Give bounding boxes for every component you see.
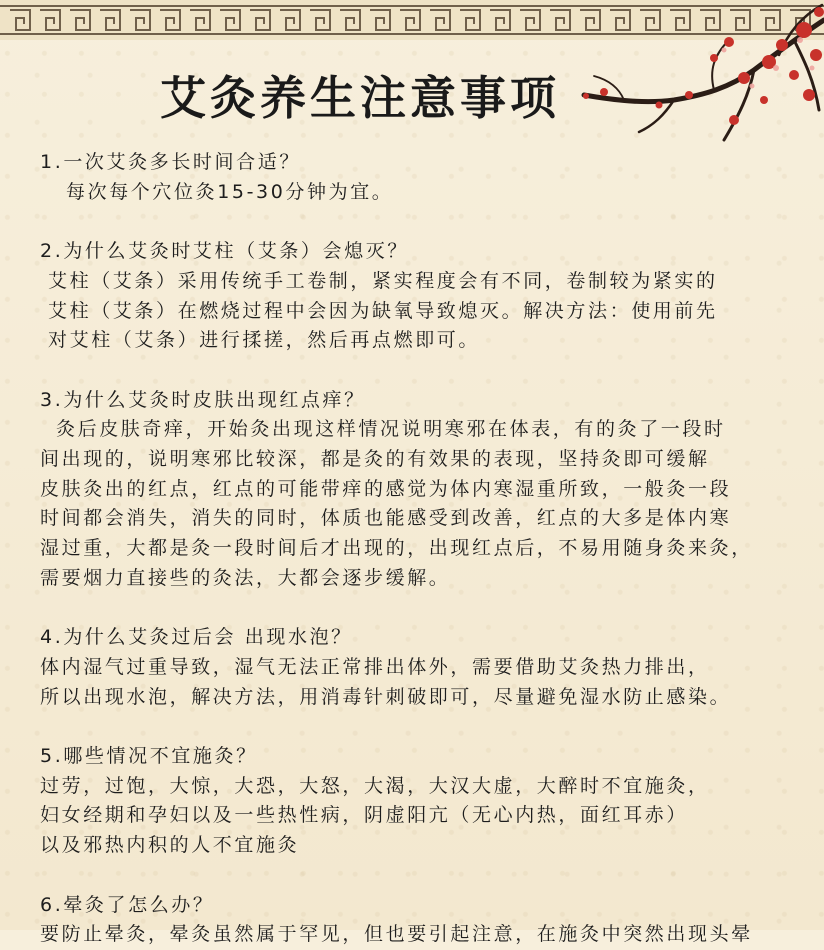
answer-line: 艾柱（艾条）采用传统手工卷制，紧实程度会有不同，卷制较为紧实的 xyxy=(48,269,718,292)
answer-line: 需要烟力直接些的灸法，大都会逐步缓解。 xyxy=(40,566,451,589)
answer-line: 对艾柱（艾条）进行揉搓，然后再点燃即可。 xyxy=(48,329,481,352)
answer-line: 艾柱（艾条）在燃烧过程中会因为缺氧导致熄灭。解决方法：使用前先 xyxy=(48,299,718,322)
answer-line: 过劳，过饱，大惊，大恐，大怒，大渴，大汉大虚，大醉时不宜施灸， xyxy=(40,774,710,797)
answer-line: 皮肤灸出的红点，红点的可能带痒的感觉为体内寒湿重所致，一般灸一段 xyxy=(40,477,732,500)
answer-line: 间出现的，说明寒邪比较深，都是灸的有效果的表现，坚持灸即可缓解 xyxy=(40,448,710,470)
content xyxy=(40,148,810,950)
answer-line: 体内湿气过重导致，湿气无法正常排出体外，需要借助艾灸热力排出， xyxy=(40,655,710,678)
answer-line: 湿过重，大都是灸一段时间后才出现的，出现红点后，不易用随身灸来灸， xyxy=(40,537,753,560)
question-3: 3.为什么艾灸时皮肤出现红点痒？ xyxy=(40,388,366,411)
question-1: 1.一次艾灸多长时间合适？ xyxy=(40,151,301,173)
question-6: 6.晕灸了怎么办？ xyxy=(40,893,215,916)
answer-line: 每次每个穴位灸15-30分钟为宜。 xyxy=(66,180,394,203)
question-2: 2.为什么艾灸时艾柱（艾条）会熄灭？ xyxy=(40,240,409,263)
answer-line: 灸后皮肤奇痒，开始灸出现这样情况说明寒邪在体表，有的灸了一段时 xyxy=(56,418,726,441)
answer-line: 所以出现水泡，解决方法，用消毒针刺破即可，尽量避免湿水防止感染。 xyxy=(40,685,732,708)
plum-blossom-branch xyxy=(564,0,824,150)
question-4: 4.为什么艾灸过后会 出现水泡？ xyxy=(40,626,353,649)
answer-line: 要防止晕灸，晕灸虽然属于罕见，但也要引起注意，在施灸中突然出现头晕 xyxy=(40,923,753,946)
answer-line: 时间都会消失，消失的同时，体质也能感受到改善，红点的大多是体内寒 xyxy=(40,507,732,530)
question-5: 5.哪些情况不宜施灸？ xyxy=(40,745,258,767)
answer-line: 妇女经期和孕妇以及一些热性病，阴虚阳亢（无心内热，面红耳赤） xyxy=(40,804,689,827)
page-title: 艾灸养生注意事项 xyxy=(160,71,560,125)
answer-line: 以及邪热内积的人不宜施灸 xyxy=(40,834,300,857)
